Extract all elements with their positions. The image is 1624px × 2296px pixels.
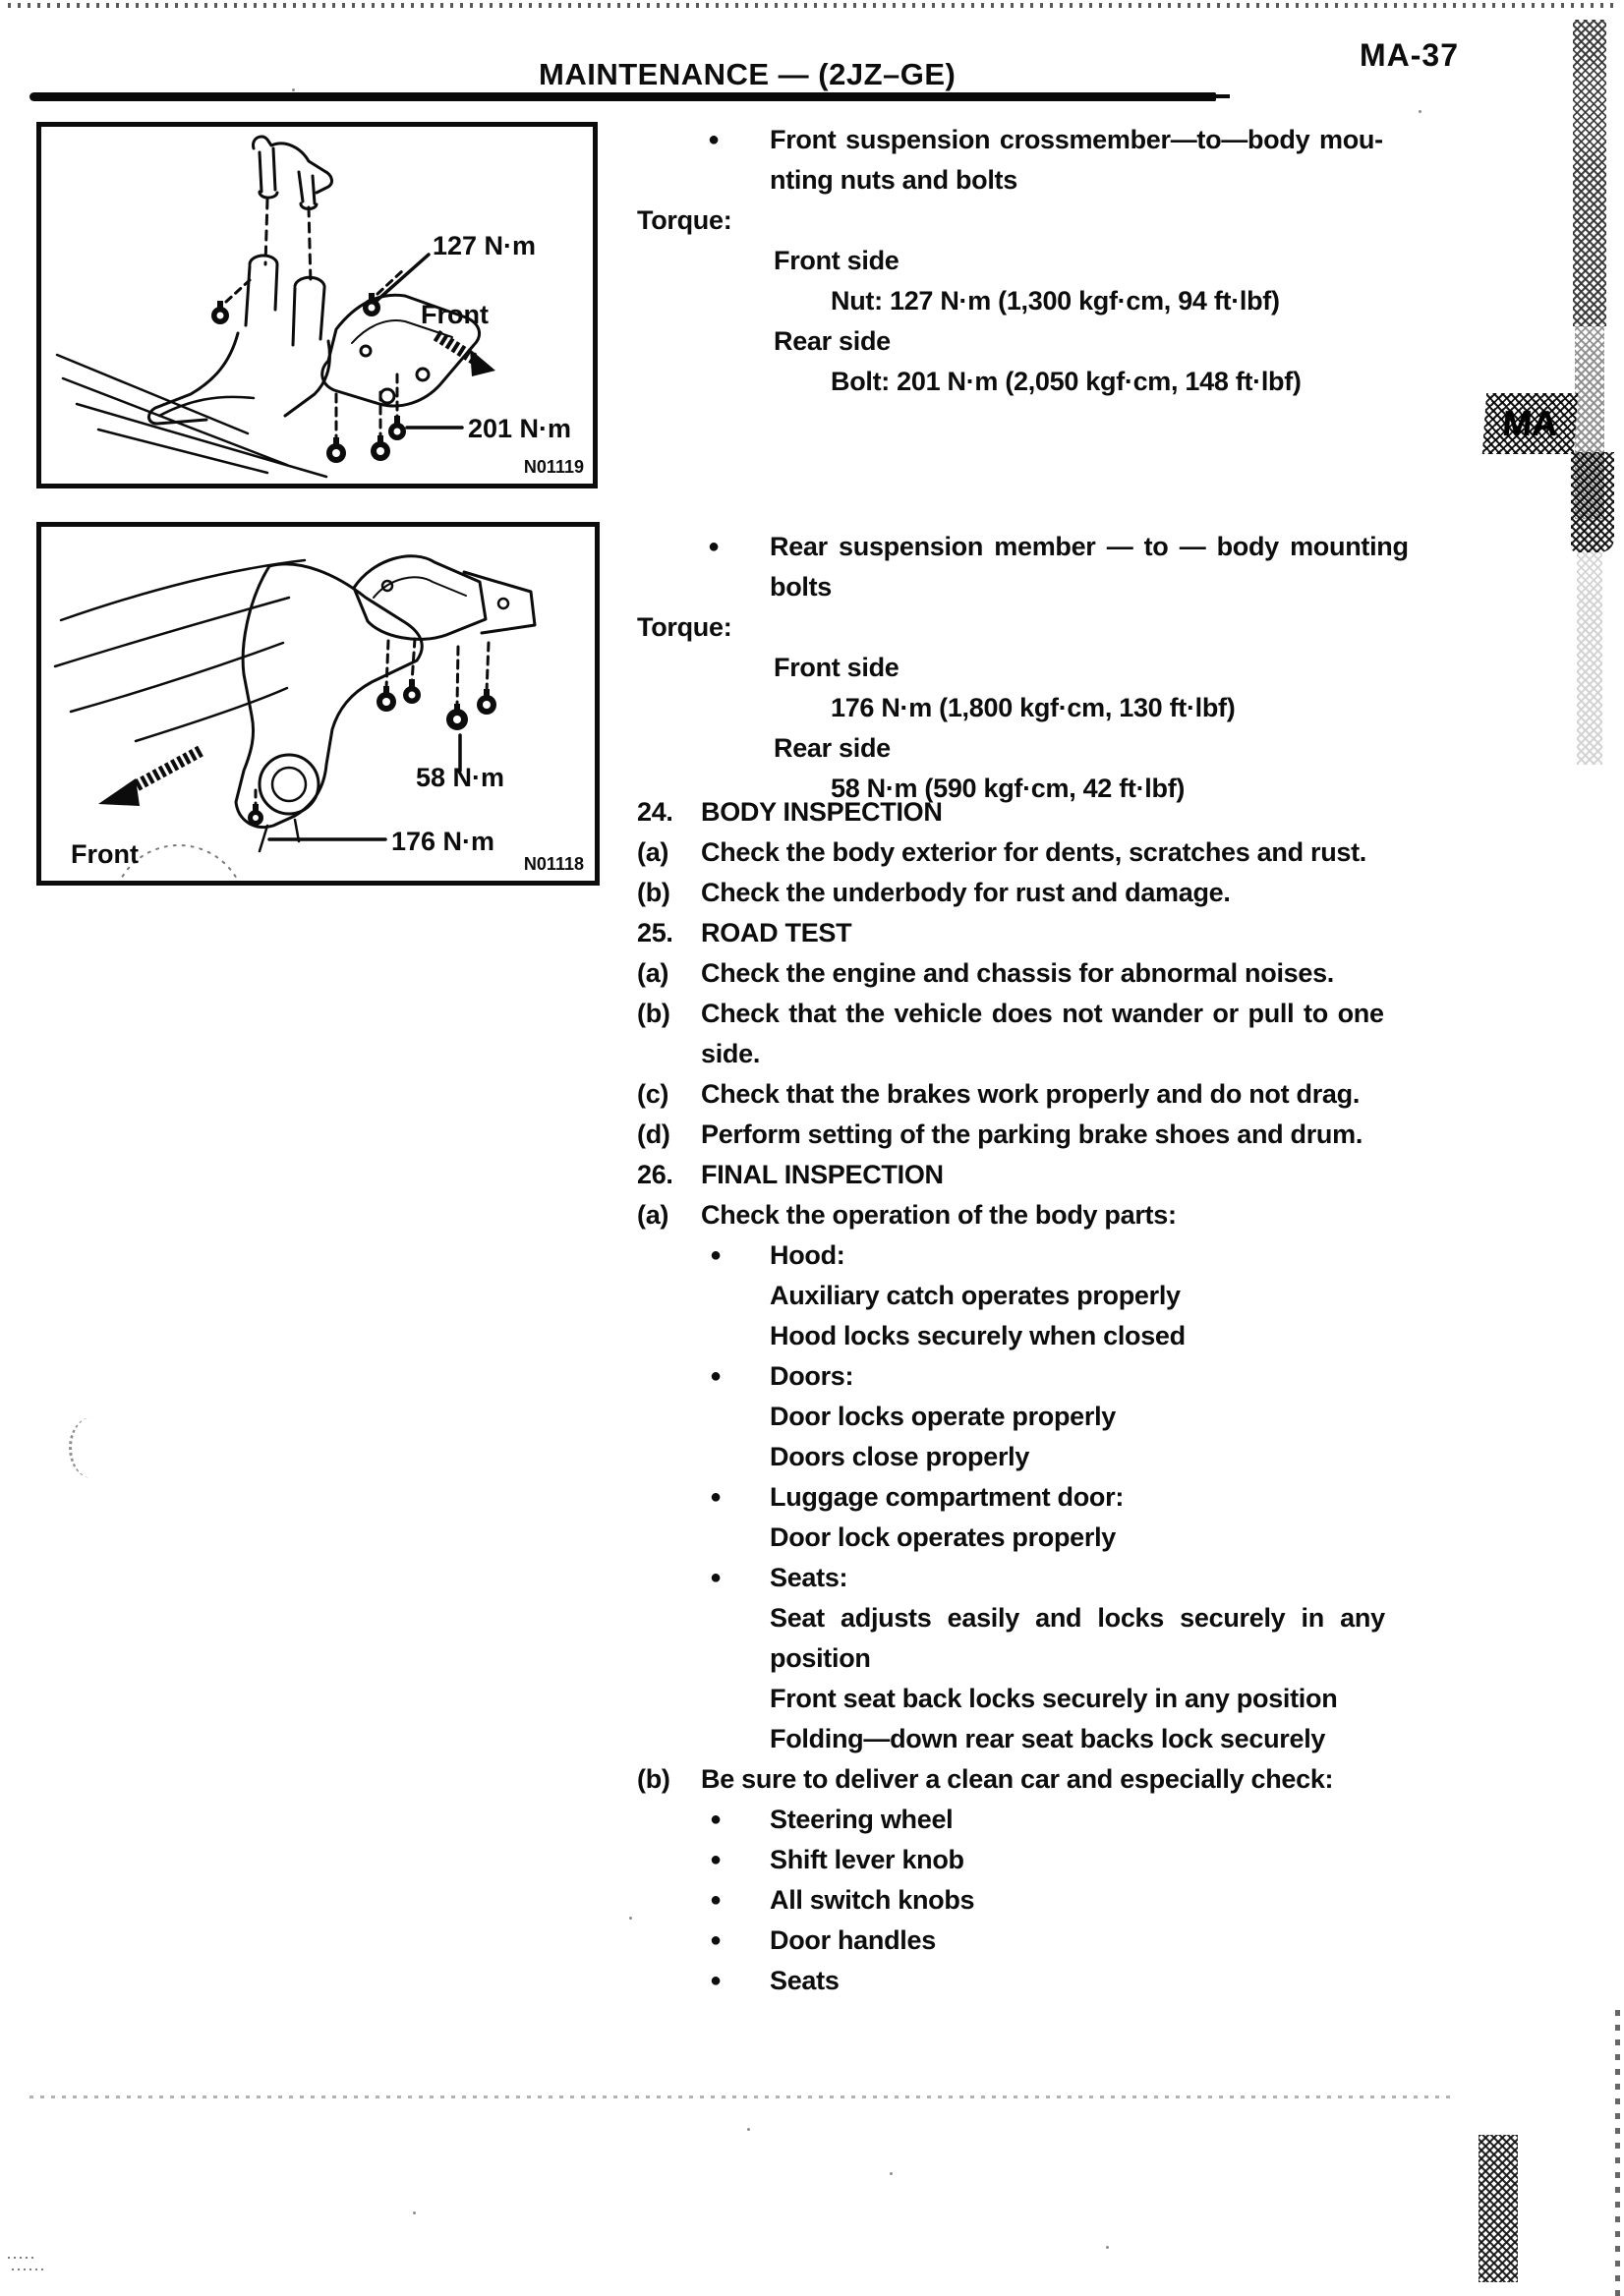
tower-cylinder [246, 256, 277, 325]
bullet-item-text: bolts [770, 572, 832, 602]
bullet-icon: ● [710, 1244, 722, 1266]
check-detail: Auxiliary catch operates properly [770, 1281, 1181, 1310]
bracket-outline [253, 137, 331, 193]
bullet-icon: ● [708, 129, 720, 150]
item-label: (a) [637, 837, 669, 867]
scan-speck [292, 88, 295, 91]
header-rule [29, 92, 1216, 101]
section-heading-26 [637, 1155, 1482, 1195]
torque-value: 58 N·m (590 kgf·cm, 42 ft·lbf) [831, 774, 1186, 803]
bullet-icon: ● [710, 1486, 722, 1508]
check-detail: Folding—down rear seat backs lock securely [770, 1724, 1326, 1753]
right-edge-dashes [1615, 2005, 1620, 2296]
torque-spec-block-rear-member [637, 527, 1482, 809]
torque-label-58: 58 N·m [416, 763, 505, 792]
scan-speck [890, 2172, 893, 2175]
scan-texture-block [1479, 2135, 1518, 2282]
list-item [637, 873, 1482, 913]
item-text: Check the underbody for rust and damage. [701, 878, 1231, 907]
item-text: Check that the vehicle does not wander or pull to one [701, 999, 1384, 1028]
item-label: (b) [637, 999, 670, 1028]
tower-cylinder [293, 277, 324, 345]
check-bullet-item [637, 1558, 1482, 1598]
list-item [637, 953, 1482, 994]
scan-speck [629, 1917, 632, 1920]
item-label: (b) [637, 1764, 670, 1794]
check-detail: Steering wheel [770, 1805, 954, 1834]
check-category: Seats: [770, 1563, 848, 1592]
scan-speck [747, 2128, 750, 2131]
torque-value: Nut: 127 N·m (1,300 kgf·cm, 94 ft·lbf) [831, 286, 1280, 316]
plate-hole [361, 346, 371, 356]
top-dotted-edge [8, 3, 1616, 8]
front-label: Front [421, 300, 489, 329]
figure-code: N01118 [523, 854, 584, 874]
section-heading-25 [637, 913, 1482, 953]
scan-texture-strip [1573, 20, 1606, 326]
check-bullet-item [637, 1880, 1482, 1921]
check-detail: Shift lever knob [770, 1845, 964, 1874]
bracket-hole [498, 599, 508, 608]
bullet-icon: ● [710, 1889, 722, 1911]
page-number: MA-37 [1360, 37, 1460, 73]
section-number: 24. [637, 797, 673, 827]
list-item [637, 1759, 1482, 1800]
leader-dashed [309, 207, 311, 284]
arm-ring-inner [272, 768, 306, 801]
item-text-continued: side. [701, 1039, 761, 1068]
page-title: MAINTENANCE — (2JZ–GE) [539, 57, 957, 91]
figure-rear-suspension-member [36, 522, 600, 886]
corner-scan-marks [8, 2253, 47, 2282]
body-line [136, 688, 287, 741]
torque-side-label: Rear side [774, 326, 891, 356]
check-category: Doors: [770, 1361, 854, 1391]
scan-texture-block [1571, 452, 1614, 552]
check-category: Hood: [770, 1240, 845, 1270]
torque-heading: Torque: [637, 612, 732, 642]
torque-label-176: 176 N·m [391, 827, 495, 856]
bottom-dotted-line [29, 2095, 1455, 2098]
check-detail: Seat adjusts easily and locks securely in any [770, 1603, 1385, 1633]
section-number: 26. [637, 1160, 673, 1189]
leader-dashed [487, 643, 489, 692]
section-title: ROAD TEST [701, 918, 852, 947]
check-detail: All switch knobs [770, 1885, 975, 1915]
item-label: (b) [637, 878, 670, 907]
scan-texture-strip [1577, 519, 1602, 765]
section-number: 25. [637, 918, 673, 947]
bullet-icon: ● [710, 1970, 722, 1991]
check-detail-continued: position [770, 1643, 871, 1673]
list-item [637, 1115, 1482, 1155]
check-detail: Front seat back locks securely in any position [770, 1684, 1338, 1713]
check-detail: Door lock operates properly [770, 1522, 1116, 1552]
torque-heading: Torque: [637, 205, 732, 235]
bullet-item-text: Front suspension crossmember—to—body mou- [770, 125, 1383, 154]
bullet-icon: ● [710, 1567, 722, 1588]
plate-hole [417, 369, 429, 380]
front-crossmember-illustration [41, 127, 593, 484]
list-item [637, 1195, 1482, 1235]
scan-speck [413, 2211, 416, 2214]
item-label: (c) [637, 1079, 669, 1109]
list-item [637, 1074, 1482, 1115]
body-line [55, 598, 289, 666]
check-detail: Door locks operate properly [770, 1402, 1116, 1431]
frame-rail [63, 378, 287, 465]
front-label: Front [71, 839, 139, 869]
check-detail: Hood locks securely when closed [770, 1321, 1186, 1350]
scan-speckle-arc [69, 1417, 115, 1478]
leader-dashed [457, 647, 458, 706]
front-arrow-icon [98, 751, 201, 806]
item-label: (d) [637, 1119, 670, 1149]
bullet-item-text: Rear suspension member — to — body mounting [770, 532, 1409, 561]
torque-side-label: Front side [774, 246, 899, 275]
check-bullet-item [637, 1840, 1482, 1880]
bracket-stud [299, 172, 317, 209]
check-bullet-item [637, 1356, 1482, 1397]
torque-side-label: Rear side [774, 733, 891, 763]
bracket-stud [260, 148, 277, 198]
section-thumb-tab [1482, 393, 1578, 454]
check-bullet-item [637, 1477, 1482, 1518]
item-text: Perform setting of the parking brake shoes and drum. [701, 1119, 1363, 1149]
bolt-icon [211, 293, 406, 463]
item-text: Check that the brakes work properly and do not drag. [701, 1079, 1361, 1109]
item-text: Be sure to deliver a clean car and especially check: [701, 1764, 1334, 1794]
bullet-item [637, 120, 1482, 160]
figure-front-crossmember [36, 122, 598, 488]
rear-suspension-illustration [41, 527, 595, 881]
torque-value: 176 N·m (1,800 kgf·cm, 130 ft·lbf) [831, 693, 1236, 722]
section-title: BODY INSPECTION [701, 797, 943, 827]
arm-ring-outer [260, 755, 319, 814]
check-bullet-item [637, 1961, 1482, 2001]
leader-dashed [386, 641, 388, 688]
item-text: Check the engine and chassis for abnormal noises. [701, 958, 1334, 988]
inspection-sections [637, 792, 1482, 2001]
check-detail: Seats [770, 1966, 840, 1995]
list-item [637, 832, 1482, 873]
leader-dashed [412, 639, 415, 682]
front-arrow-icon [436, 335, 495, 376]
check-detail: Door handles [770, 1925, 936, 1955]
scan-speck [1106, 2246, 1109, 2249]
section-tab-label: MA [1501, 403, 1559, 443]
torque-label-201: 201 N·m [468, 414, 572, 443]
bullet-item-text: nting nuts and bolts [770, 165, 1017, 195]
bullet-icon: ● [710, 1808, 722, 1830]
item-label: (a) [637, 1200, 669, 1230]
bullet-icon: ● [710, 1929, 722, 1951]
check-bullet-item [637, 1235, 1482, 1276]
torque-value: Bolt: 201 N·m (2,050 kgf·cm, 148 ft·lbf) [831, 367, 1302, 396]
torque-side-label: Front side [774, 653, 899, 682]
torque-label-127: 127 N·m [433, 231, 537, 260]
check-detail: Doors close properly [770, 1442, 1030, 1471]
bullet-icon: ● [710, 1365, 722, 1387]
plate-hole [380, 389, 394, 403]
bullet-icon: ● [710, 1849, 722, 1870]
item-text: Check the body exterior for dents, scratches and rust. [701, 837, 1366, 867]
bullet-item [637, 527, 1482, 567]
scan-speck [1419, 110, 1421, 113]
figure-code: N01119 [523, 457, 584, 477]
check-category: Luggage compartment door: [770, 1482, 1125, 1512]
check-bullet-item [637, 1921, 1482, 1961]
section-heading-24 [637, 792, 1482, 832]
check-bullet-item [637, 1800, 1482, 1840]
section-title: FINAL INSPECTION [701, 1160, 944, 1189]
bullet-icon: ● [708, 536, 720, 557]
item-label: (a) [637, 958, 669, 988]
torque-spec-block-front-crossmember [637, 120, 1482, 402]
item-text: Check the operation of the body parts: [701, 1200, 1177, 1230]
list-item [637, 994, 1482, 1034]
